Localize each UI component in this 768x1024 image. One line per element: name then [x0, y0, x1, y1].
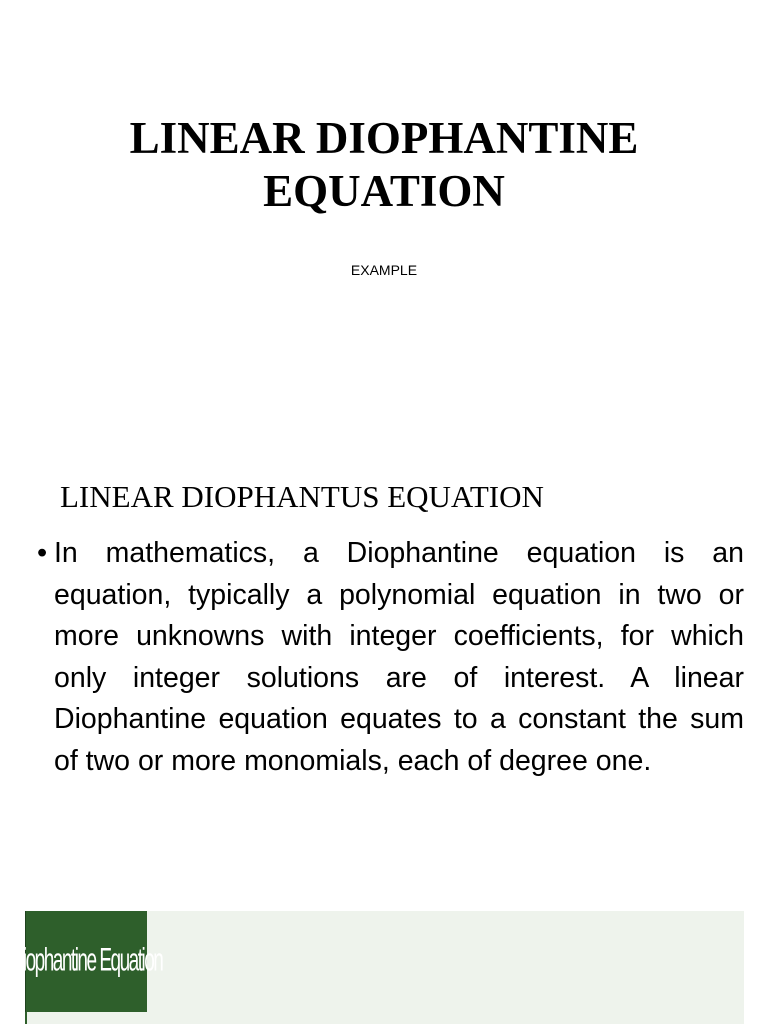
title-block [10, 911, 163, 1012]
slide-title [0, 112, 768, 218]
slide-title-line-2: EQUATION [263, 166, 505, 216]
title-block-label: Diophantine Equation [10, 942, 163, 979]
bullet-icon: • [37, 537, 48, 569]
slide-preview [10, 911, 744, 1024]
slide-title-line-1: LINEAR DIOPHANTINE [129, 113, 639, 163]
slide-subtitle: EXAMPLE [350, 262, 418, 278]
left-rule [25, 1012, 27, 1024]
section-heading: LINEAR DIOPHANTUS EQUATION [60, 479, 544, 514]
definition-paragraph: In mathematics, a Diophantine equation is an equation, typically a polynomial equation in two or more unknowns with integer coefficients, for which only integer solutions are of interest. A linear Diophantine equation equates to a constant the sum of two or more monomials, each of degree one. [54, 537, 744, 777]
